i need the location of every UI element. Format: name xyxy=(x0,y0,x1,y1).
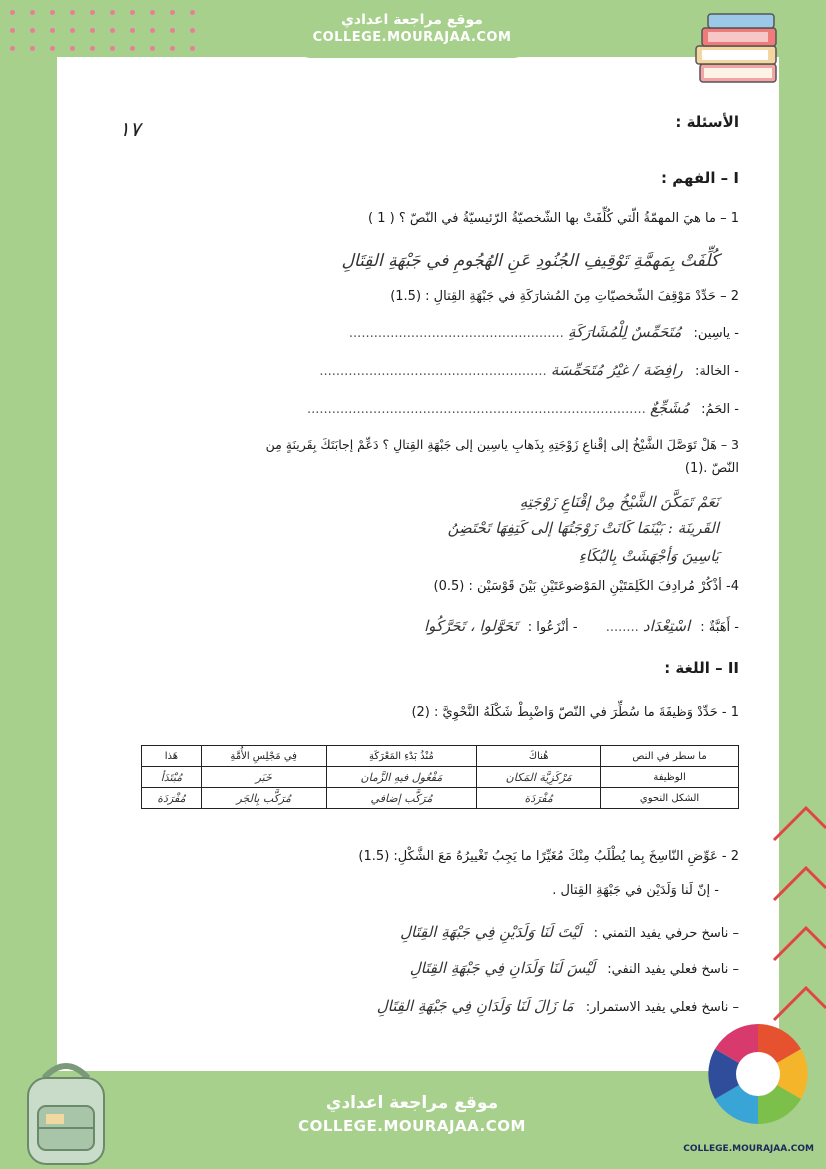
site-url: COLLEGE.MOURAJAA.COM xyxy=(298,1117,526,1135)
answer-3-line-3: يَاسِينَ وَأجْهَشَتْ بِالبُكَاءِ xyxy=(578,547,719,565)
transform-value-2: لَيْسَ لَنَا وَلَدَانِ فِي جَبْهَةِ القِتَالِ xyxy=(409,959,596,977)
answer-2-label-1: - ياسِين: xyxy=(693,326,739,341)
table-header-cell: فِي مَجْلِسِ الأُمَّةِ xyxy=(201,746,326,767)
transform-value-3: مَا زَالَ لَنَا وَلَدَانِ فِي جَبْهَةِ القِتَالِ xyxy=(376,997,574,1015)
answer-2-value-3: مُشَجِّعٌ xyxy=(649,399,690,417)
question-3-continued: النّصّ .(1) xyxy=(684,461,739,476)
answer-2-value-1: مُتَحَمِّسٌ لِلْمُشَارَكَةِ xyxy=(567,323,682,341)
table-row xyxy=(142,788,739,809)
table-cell: مُفْرَدَة xyxy=(142,788,202,809)
site-banner-top[interactable] xyxy=(296,2,528,58)
table-header-cell: ما سطر في النص xyxy=(601,746,739,767)
transform-row-1 xyxy=(400,923,739,941)
table-header-cell: هُناكَ xyxy=(477,746,601,767)
table-cell: مَفْعُول فيهِ الزَّمان xyxy=(326,767,477,788)
answer-2-row-3: - الحَمُ: مُشَجِّعٌ .................................................................................. xyxy=(306,399,739,417)
answer-4-label-2: - أنْزَعُوا : xyxy=(527,620,578,635)
answer-1: كُلِّفَتْ بِمَهمَّةِ تَوْقِيفِ الجُنُودِ عَنِ الهُجُومِ في جَبْهَةِ القِتَالِ xyxy=(341,251,719,271)
transform-row-3 xyxy=(377,997,739,1015)
table-cell: الشكل النحوي xyxy=(601,788,739,809)
answer-4: - أَهَبَّةٌ : اسْتِعْدَاد ........ - أنْزَعُوا : تَحَوَّلوا ، تَحَرَّكُوا xyxy=(423,617,739,635)
page-number: ١٧ xyxy=(119,117,141,141)
decorative-dots xyxy=(10,10,200,50)
table-cell: مُرَكَّب إضافي xyxy=(326,788,477,809)
question-3: 3 – هَلْ تَوَصَّلَ الشَّيْخُ إلى إقْناعِ زَوْجَتِهِ بِذَهابِ ياسِين إلى جَبْهَةِ القِتالِ ؟ دَعِّمْ إجابَتَكَ بِقَرينَةٍ مِن xyxy=(265,437,739,452)
answer-2-row-2: - الخالة: رافِضَة / غيْرُ مُتَحَمِّسَة ....................................................... xyxy=(319,361,739,379)
question-4: 4- أذْكُرْ مُرادِفَ الكَلِمَتَيْنِ المَوْضوعَتَيْنِ بَيْنَ قَوْسَيْن : (0.5) xyxy=(433,579,739,594)
answer-2-value-2: رافِضَة / غيْرُ مُتَحَمِّسَة xyxy=(550,361,683,379)
table-cell: مُفْرَدَة xyxy=(477,788,601,809)
answer-2-label-3: - الحَمُ: xyxy=(701,402,739,417)
table-row xyxy=(142,767,739,788)
table-cell: مُبْتَدَأ xyxy=(142,767,202,788)
table-row xyxy=(142,746,739,767)
question-1: 1 – ما هيَ المهمّةُ الّتي كُلِّفَتْ بها الشّخصيّةُ الرّئيسيّةُ في النّصّ ؟ ( 1 ) xyxy=(368,211,739,226)
table-cell: الوظيفة xyxy=(601,767,739,788)
question-2: 2 – حَدِّدْ مَوْقِفَ الشّخصيّاتِ مِنَ المُشارَكَةِ في جَبْهَةِ القِتالِ : (1.5) xyxy=(390,289,739,304)
transform-label-3: – ناسخ فعلي يفيد الاستمرار: xyxy=(585,1000,739,1015)
table-cell: مَرْكَزِيَّة المَكان xyxy=(477,767,601,788)
frame-left xyxy=(0,0,57,1169)
transform-label-1: – ناسخ حرفي يفيد التمني : xyxy=(593,926,739,941)
transform-value-1: لَيْتَ لَنَا وَلَدَيْنِ فِي جَبْهَةِ القِتَالِ xyxy=(400,923,582,941)
answer-2-label-2: - الخالة: xyxy=(694,364,739,379)
questions-heading: الأسئلة : xyxy=(675,113,739,131)
answer-3-line-2: القَرينَة : بَيْنَمَا كَانَتْ زَوْجَتُهَا إلى كَتِفِهَا تَحْتَضِنُ xyxy=(447,519,719,537)
site-url: COLLEGE.MOURAJAA.COM xyxy=(312,30,512,45)
table-header-cell: هَذا xyxy=(142,746,202,767)
part1-title: I – الفهم : xyxy=(661,169,739,187)
table-cell: مُرَكَّب بِالجَر xyxy=(201,788,326,809)
part2-title: II – اللغة : xyxy=(664,659,739,677)
grammar-table xyxy=(141,745,739,809)
worksheet-content xyxy=(57,57,779,1071)
subjects-wheel-icon xyxy=(704,1020,812,1132)
answer-4-value-1: اسْتِعْدَاد xyxy=(642,617,691,635)
site-banner-bottom[interactable] xyxy=(276,1077,548,1157)
transform-row-2 xyxy=(410,959,739,977)
grammar-question-2: 2 - عَوِّضِ النّاسِخَ بِما يُطْلَبُ مِنْكَ مُغَيِّرًا ما يَجِبُ تَغْييرُهُ مَعَ الشَّكْلِ: (1.5) xyxy=(358,849,739,864)
site-name: موقع مراجعة اعدادي xyxy=(325,1093,499,1113)
site-url-small: COLLEGE.MOURAJAA.COM xyxy=(683,1144,814,1154)
answer-3-line-1: نَعَمْ تَمَكَّنَ الشَّيْخُ مِنْ إقْنَاعِ زَوْجَتِهِ xyxy=(519,493,719,511)
grammar-sentence: - إنّ لَنا وَلَدَيْن في جَبْهَةِ القِتال . xyxy=(552,883,719,898)
backpack-icon xyxy=(16,1056,116,1168)
answer-4-label-1: - أَهَبَّةٌ : xyxy=(700,620,739,635)
transform-label-2: – ناسخ فعلي يفيد النفي: xyxy=(607,962,739,977)
site-name: موقع مراجعة اعدادي xyxy=(341,12,483,28)
answer-4-value-2: تَحَوَّلوا ، تَحَرَّكُوا xyxy=(423,617,518,635)
grammar-question-1: 1 - حَدِّدْ وَظيفَةَ ما سُطِّرَ في النّصّ وَاضْبِطْ شَكْلَهُ النَّحْوِيَّ : (2) xyxy=(411,705,739,720)
table-cell: خَبَر xyxy=(201,767,326,788)
table-header-cell: مُنْذُ بَدْءِ المَعْرَكَةِ xyxy=(326,746,477,767)
answer-2-row-1: - ياسِين: مُتَحَمِّسٌ لِلْمُشَارَكَةِ .................................................... xyxy=(348,323,739,341)
